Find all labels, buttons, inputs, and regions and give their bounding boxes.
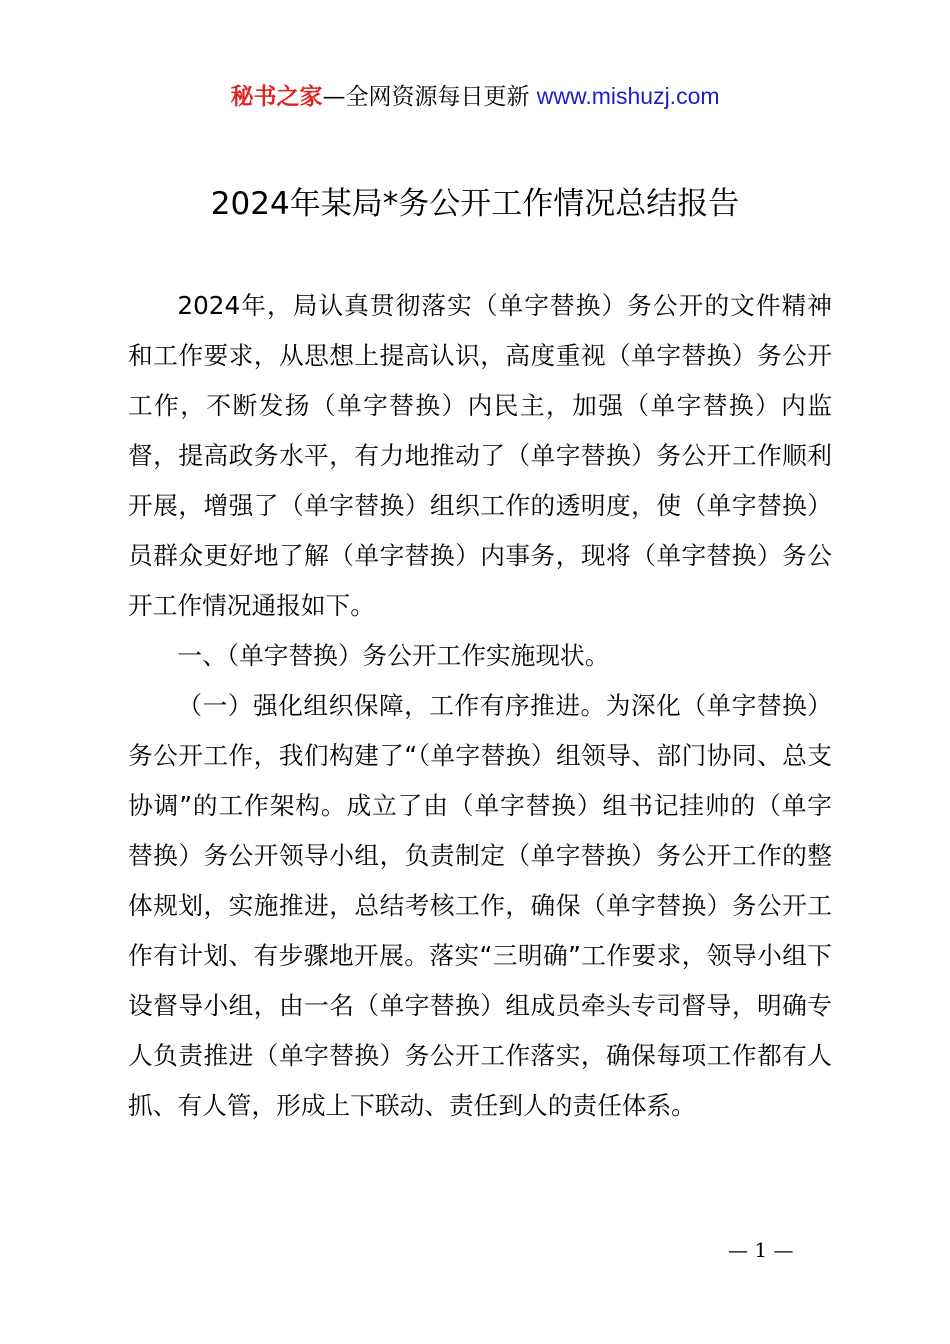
document-title: 2024年某局*务公开工作情况总结报告 bbox=[210, 186, 740, 222]
paragraph-intro: 2024年，局认真贯彻落实（单字替换）务公开的文件精神和工作要求，从思想上提高认识，高度重视（单字替换）务公开工作，不断发扬（单字替换）内民主，加强（单字替换）内监督，提高政务水平，有力地推动了（单字替换）务公开工作顺利开展，增强了（单字替换）组织工作的透明度，使（单字替换）员群众更好地了解（单字替换）内事务，现将（单字替换）务公开工作情况通报如下。 bbox=[128, 291, 832, 620]
document-body bbox=[128, 281, 832, 1131]
site-url-link[interactable]: www.mishuzj.com bbox=[536, 83, 720, 109]
header-tagline: —全网资源每日更新 bbox=[322, 84, 537, 110]
site-header bbox=[0, 80, 950, 113]
paragraph-subsection-1: （一）强化组织保障，工作有序推进。为深化（单字替换）务公开工作，我们构建了“（单字替换）组领导、部门协同、总支协调”的工作架构。成立了由（单字替换）组书记挂帅的（单字替换）务公开领导小组，负责制定（单字替换）务公开工作的整体规划，实施推进，总结考核工作，确保（单字替换）务公开工作有计划、有步骤地开展。落实“三明确”工作要求，领导小组下设督导小组，由一名（单字替换）组成员牵头专司督导，明确专人负责推进（单字替换）务公开工作落实，确保每项工作都有人抓、有人管，形成上下联动、责任到人的责任体系。 bbox=[128, 691, 832, 1120]
section-heading-1: 一、（单字替换）务公开工作实施现状。 bbox=[177, 641, 610, 670]
page-number: — 1 — bbox=[728, 1238, 794, 1262]
brand-name: 秘书之家 bbox=[230, 84, 323, 110]
